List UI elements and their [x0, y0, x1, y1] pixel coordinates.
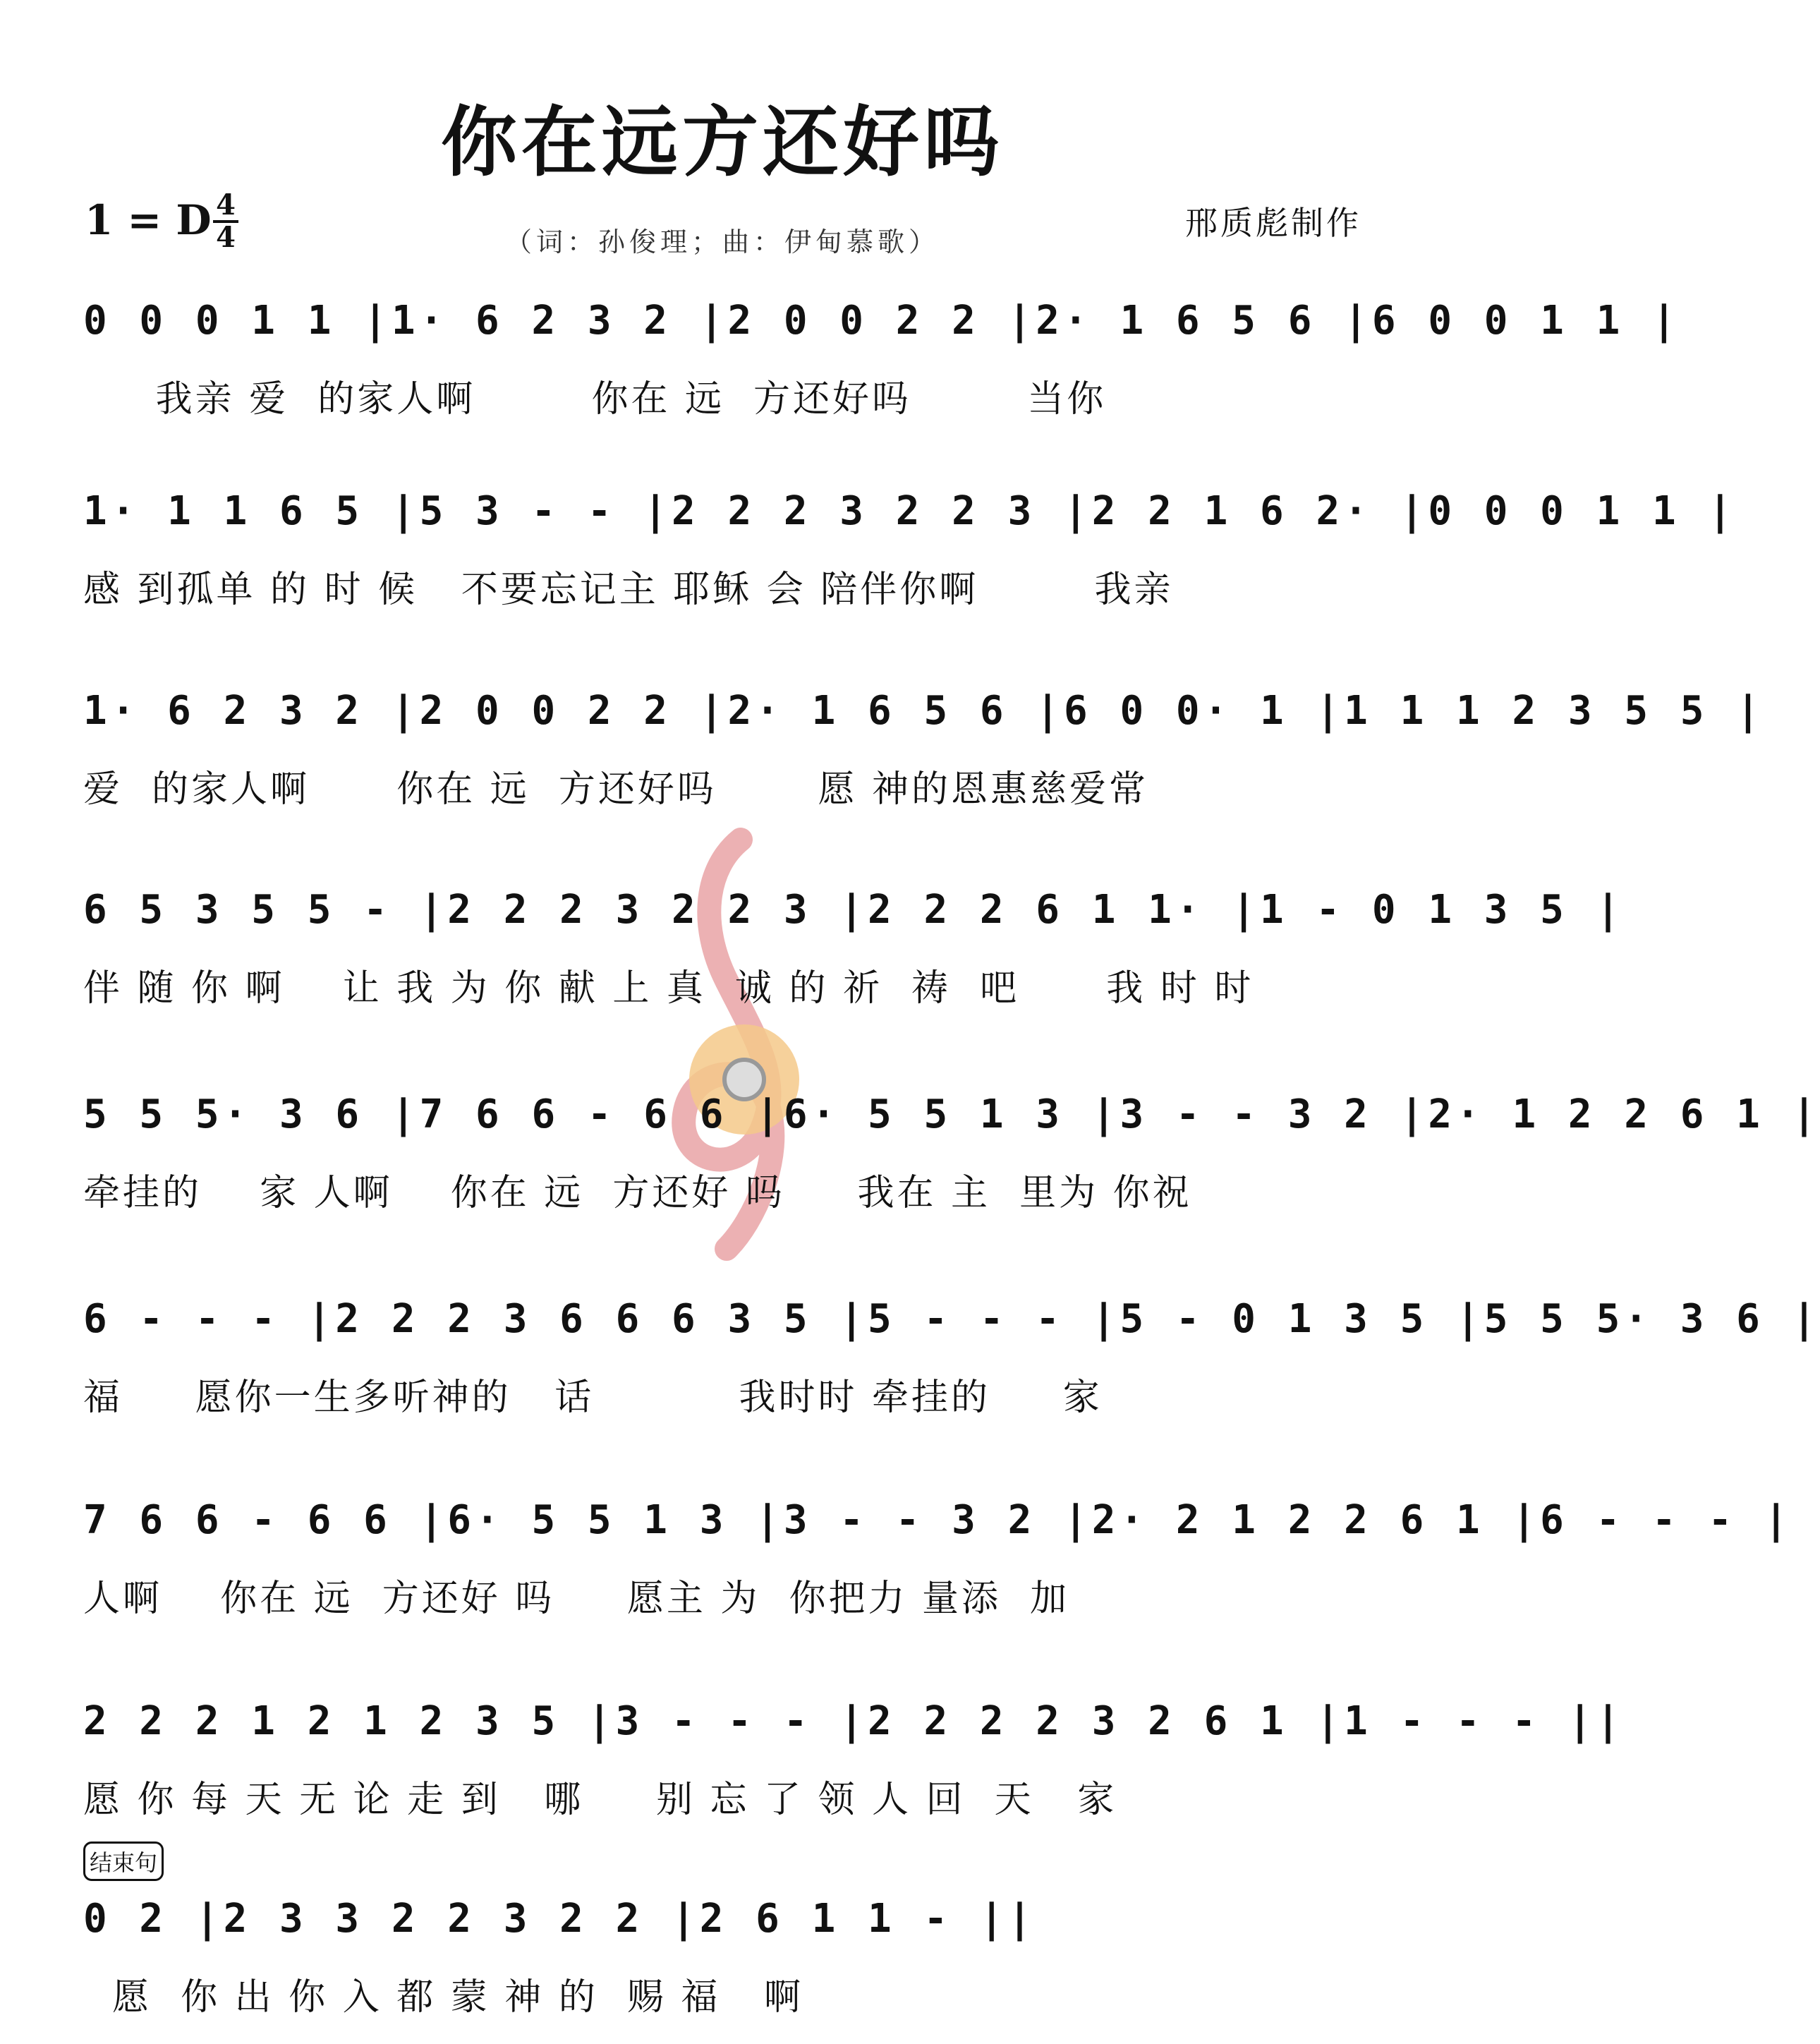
- lyrics-line: 愿 你 出 你 入 都 蒙 神 的 赐 福 啊: [83, 1976, 803, 2019]
- notation-line: 0 2 |2 3 3 2 2 3 2 2 |2 6 1 1 - ||: [83, 1896, 1036, 1942]
- notation-line: 2 2 2 1 2 1 2 3 5 |3 - - - |2 2 2 2 3 2 6 1 |1 - - - ||: [83, 1698, 1625, 1744]
- notation-line: 5 5 5· 3 6 |7 6 6 - 6 6 |6· 5 5 1 3 |3 - - 3 2 |2· 1 2 2 6 1 |: [83, 1091, 1820, 1137]
- music-system-6: [83, 1291, 1820, 1419]
- music-system-ending: [83, 1891, 1367, 2019]
- ending-label: 结束句: [83, 1842, 164, 1881]
- music-system-7: [83, 1492, 1792, 1620]
- music-system-1: [83, 293, 1680, 421]
- music-system-8: [83, 1693, 1625, 1821]
- time-signature-bottom: 4: [216, 221, 236, 254]
- notation-line: 1· 6 2 3 2 |2 0 0 2 2 |2· 1 6 5 6 |6 0 0· 1 |1 1 1 2 3 5 5 |: [83, 688, 1764, 734]
- notation-line: 6 5 3 5 5 - |2 2 2 3 2 2 3 |2 2 2 6 1 1· |1 - 0 1 3 5 |: [83, 887, 1625, 933]
- key-signature: 1 = D: [85, 196, 212, 244]
- lyrics-line: 福 愿你一生多听神的 话 我时时 牵挂的 家: [83, 1377, 1103, 1419]
- lyrics-line: 我亲 爱 的家人啊 你在 远 方还好吗 当你: [83, 378, 1107, 421]
- lyrics-line: 伴 随 你 啊 让 我 为 你 献 上 真 诚 的 祈 祷 吧 我 时 时: [83, 967, 1254, 1010]
- credits: （词：孙俊理；曲：伊甸慕歌）: [504, 226, 940, 258]
- lyrics-line: 爱 的家人啊 你在 远 方还好吗 愿 神的恩惠慈爱常: [83, 768, 1149, 811]
- maker-credit: 邢质彪制作: [1185, 204, 1361, 242]
- music-system-5: [83, 1087, 1820, 1214]
- lyrics-line: 感 到孤单 的 时 候 不要忘记主 耶稣 会 陪伴你啊 我亲: [83, 569, 1174, 611]
- lyrics-line: 牵挂的 家 人啊 你在 远 方还好 吗 我在 主 里为 你祝: [83, 1172, 1192, 1214]
- notation-line: 0 0 0 1 1 |1· 6 2 3 2 |2 0 0 2 2 |2· 1 6 5 6 |6 0 0 1 1 |: [83, 298, 1680, 344]
- song-title: 你在远方还好吗: [440, 98, 1004, 187]
- music-system-2: [83, 483, 1737, 611]
- notation-line: 6 - - - |2 2 2 3 6 6 6 3 5 |5 - - - |5 - 0 1 3 5 |5 5 5· 3 6 |: [83, 1296, 1820, 1342]
- lyrics-line: 愿 你 每 天 无 论 走 到 哪 别 忘 了 领 人 回 天 家: [83, 1779, 1117, 1821]
- notation-line: 1· 1 1 6 5 |5 3 - - |2 2 2 3 2 2 3 |2 2 1 6 2· |0 0 0 1 1 |: [83, 488, 1737, 534]
- music-system-3: [83, 683, 1764, 811]
- lyrics-line: 人啊 你在 远 方还好 吗 愿主 为 你把力 量添 加: [83, 1578, 1070, 1620]
- notation-line: 7 6 6 - 6 6 |6· 5 5 1 3 |3 - - 3 2 |2· 2 1 2 2 6 1 |6 - - - |: [83, 1497, 1792, 1543]
- music-system-4: [83, 882, 1625, 1010]
- time-signature-top: 4: [216, 188, 236, 222]
